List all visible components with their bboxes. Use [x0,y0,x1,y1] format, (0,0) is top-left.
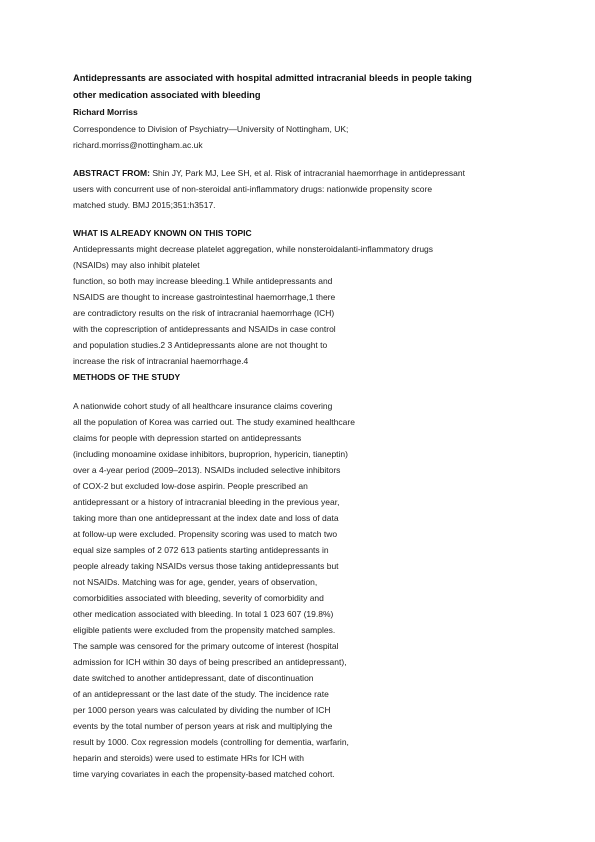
known-line: are contradictory results on the risk of intracranial haemorrhage (ICH) [73,308,335,318]
methods-heading: METHODS OF THE STUDY [73,372,181,382]
methods-line: claims for people with depression started on antidepressants [73,433,302,443]
methods-line: of COX-2 but excluded low-dose aspirin. People prescribed an [73,481,308,491]
known-line: and population studies.2 3 Antidepressants alone are not thought to [73,340,328,350]
methods-line: of an antidepressant or the last date of the study. The incidence rate [73,689,329,699]
known-heading: WHAT IS ALREADY KNOWN ON THIS TOPIC [73,228,252,238]
methods-line: comorbidities associated with bleeding, severity of comorbidity and [73,593,324,603]
author-name: Richard Morriss [73,107,138,117]
methods-line: A nationwide cohort study of all healthcare insurance claims covering [73,401,333,411]
methods-line: per 1000 person years was calculated by dividing the number of ICH [73,705,331,715]
methods-line: date switched to another antidepressant, date of discontinuation [73,673,314,683]
methods-line: time varying covariates in each the propensity-based matched cohort. [73,769,335,779]
correspondence-email: richard.morriss@nottingham.ac.uk [73,140,203,150]
abstract-line-2: users with concurrent use of non-steroidal anti-inflammatory drugs: nationwide propensity score [73,184,433,194]
methods-line: admission for ICH within 30 days of being prescribed an antidepressant), [73,657,347,667]
correspondence-line-1: Correspondence to Division of Psychiatry—University of Nottingham, UK; [73,124,349,134]
methods-line: The sample was censored for the primary outcome of interest (hospital [73,641,339,651]
known-line: increase the risk of intracranial haemorrhage.4 [73,356,249,366]
abstract-line-3: matched study. BMJ 2015;351:h3517. [73,200,216,210]
abstract-text-1: Shin JY, Park MJ, Lee SH, et al. Risk of intracranial haemorrhage in antidepressant [149,168,465,178]
methods-line: at follow-up were excluded. Propensity scoring was used to match two [73,529,338,539]
abstract-label: ABSTRACT FROM: [73,168,150,178]
methods-line: result by 1000. Cox regression models (controlling for dementia, warfarin, [73,737,349,747]
methods-line: other medication associated with bleeding. In total 1 023 607 (19.8%) [73,609,334,619]
methods-line: eligible patients were excluded from the propensity matched samples. [73,625,336,635]
methods-line: all the population of Korea was carried out. The study examined healthcare [73,417,355,427]
article-title-line-2: other medication associated with bleeding [73,90,261,100]
known-line: Antidepressants might decrease platelet aggregation, while nonsteroidalanti-inflammatory drugs [73,244,434,254]
known-line: function, so both may increase bleeding.1 While antidepressants and [73,276,333,286]
known-line: with the coprescription of antidepressants and NSAIDs in case control [73,324,336,334]
methods-line: events by the total number of person years at risk and multiplying the [73,721,333,731]
abstract-line-1 [73,168,465,179]
methods-line: over a 4-year period (2009–2013). NSAIDs included selective inhibitors [73,465,341,475]
known-line: NSAIDS are thought to increase gastrointestinal haemorrhage,1 there [73,292,336,302]
methods-line: heparin and steroids) were used to estimate HRs for ICH with [73,753,305,763]
methods-line: (including monoamine oxidase inhibitors, buproprion, hypericin, tianeptin) [73,449,348,459]
methods-line: antidepressant or a history of intracranial bleeding in the previous year, [73,497,340,507]
known-line: (NSAIDs) may also inhibit platelet [73,260,200,270]
methods-line: taking more than one antidepressant at the index date and loss of data [73,513,339,523]
methods-line: people already taking NSAIDs versus those taking antidepressants but [73,561,339,571]
article-title-line-1: Antidepressants are associated with hospital admitted intracranial bleeds in people taking [73,73,472,83]
methods-line: not NSAIDs. Matching was for age, gender, years of observation, [73,577,318,587]
methods-line: equal size samples of 2 072 613 patients starting antidepressants in [73,545,329,555]
